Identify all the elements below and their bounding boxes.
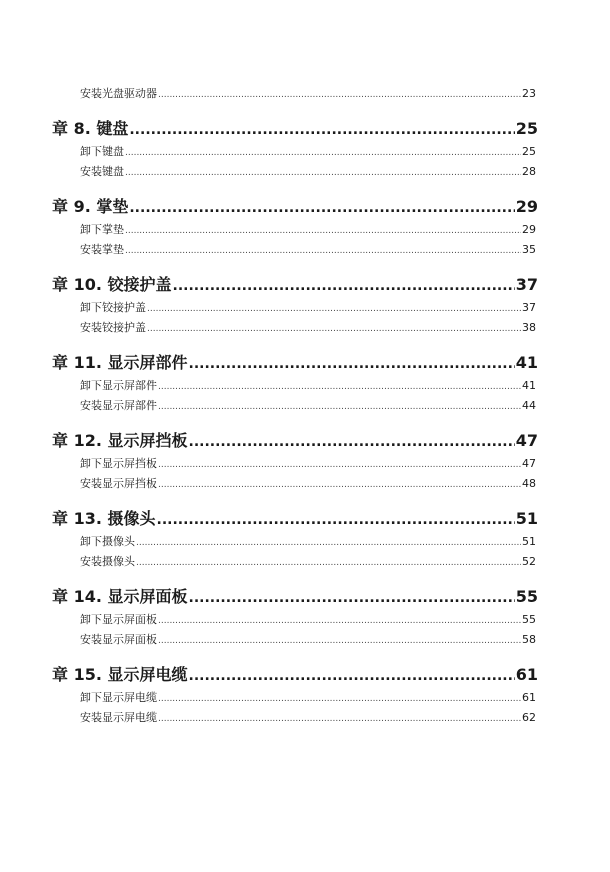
chapter-title: 章 14. 显示屏面板 — [52, 587, 188, 606]
dot-leader — [125, 166, 521, 180]
toc-chapter-heading[interactable] — [52, 275, 538, 296]
page-number: 28 — [522, 165, 536, 178]
entry-title: 卸下键盘 — [80, 145, 124, 158]
entry-title: 卸下显示屏挡板 — [80, 457, 157, 470]
page-number: 62 — [522, 711, 536, 724]
entry-title: 卸下显示屏部件 — [80, 379, 157, 392]
dot-leader — [158, 692, 521, 706]
entry-title: 卸下显示屏面板 — [80, 613, 157, 626]
toc-entry[interactable] — [80, 379, 536, 394]
page-number: 58 — [522, 633, 536, 646]
page-number: 37 — [522, 301, 536, 314]
dot-leader — [158, 634, 521, 648]
dot-leader — [158, 380, 521, 394]
chapter-title: 章 12. 显示屏挡板 — [52, 431, 188, 450]
page-number: 61 — [515, 665, 538, 684]
toc-entry[interactable] — [80, 535, 536, 550]
dot-leader — [158, 712, 521, 726]
chapter-title: 章 8. 键盘 — [52, 119, 129, 138]
toc-entry[interactable] — [80, 145, 536, 160]
toc-entry[interactable] — [80, 243, 536, 258]
entry-title: 安装摄像头 — [80, 555, 135, 568]
entry-title: 卸下摄像头 — [80, 535, 135, 548]
toc-entry[interactable] — [80, 691, 536, 706]
page-number: 25 — [515, 119, 538, 138]
entry-title: 安装键盘 — [80, 165, 124, 178]
toc-entry[interactable] — [80, 321, 536, 336]
page-number: 52 — [522, 555, 536, 568]
dot-leader — [157, 510, 515, 530]
chapter-title: 章 9. 掌垫 — [52, 197, 129, 216]
page-number: 35 — [522, 243, 536, 256]
toc-chapter-heading[interactable] — [52, 119, 538, 140]
entry-title: 安装显示屏电缆 — [80, 711, 157, 724]
entry-title: 安装显示屏挡板 — [80, 477, 157, 490]
entry-title: 安装掌垫 — [80, 243, 124, 256]
page-number: 29 — [515, 197, 538, 216]
dot-leader — [189, 588, 515, 608]
page-number: 41 — [522, 379, 536, 392]
page-number: 23 — [522, 87, 536, 100]
page-number: 55 — [522, 613, 536, 626]
page-number: 41 — [515, 353, 538, 372]
dot-leader — [189, 354, 515, 374]
dot-leader — [158, 400, 521, 414]
dot-leader — [173, 276, 515, 296]
toc-entry[interactable] — [80, 165, 536, 180]
toc-chapter-heading[interactable] — [52, 353, 538, 374]
toc-chapter-heading[interactable] — [52, 509, 538, 530]
dot-leader — [129, 198, 514, 218]
page-number: 51 — [515, 509, 538, 528]
page-number: 55 — [515, 587, 538, 606]
entry-title: 安装铰接护盖 — [80, 321, 146, 334]
page-number: 44 — [522, 399, 536, 412]
entry-title: 卸下铰接护盖 — [80, 301, 146, 314]
dot-leader — [189, 666, 515, 686]
toc-entry[interactable] — [80, 711, 536, 726]
dot-leader — [158, 478, 521, 492]
toc-entry[interactable] — [80, 613, 536, 628]
dot-leader — [147, 302, 521, 316]
dot-leader — [158, 614, 521, 628]
page-number: 51 — [522, 535, 536, 548]
toc-chapter-heading[interactable] — [52, 587, 538, 608]
dot-leader — [158, 458, 521, 472]
chapter-title: 章 13. 摄像头 — [52, 509, 156, 528]
entry-title: 安装光盘驱动器 — [80, 87, 157, 100]
toc-chapter-heading[interactable] — [52, 197, 538, 218]
page-number: 61 — [522, 691, 536, 704]
toc-entry[interactable] — [80, 555, 536, 570]
chapter-title: 章 15. 显示屏电缆 — [52, 665, 188, 684]
toc-chapter-heading[interactable] — [52, 431, 538, 452]
dot-leader — [125, 224, 521, 238]
dot-leader — [129, 120, 514, 140]
page-number: 48 — [522, 477, 536, 490]
chapter-title: 章 10. 铰接护盖 — [52, 275, 172, 294]
entry-title: 卸下掌垫 — [80, 223, 124, 236]
toc-entry[interactable] — [80, 301, 536, 316]
page-number: 37 — [515, 275, 538, 294]
dot-leader — [136, 556, 521, 570]
entry-title: 卸下显示屏电缆 — [80, 691, 157, 704]
chapter-title: 章 11. 显示屏部件 — [52, 353, 188, 372]
page-number: 38 — [522, 321, 536, 334]
toc-entry[interactable] — [80, 477, 536, 492]
dot-leader — [125, 244, 521, 258]
entry-title: 安装显示屏面板 — [80, 633, 157, 646]
toc-entry[interactable] — [80, 87, 536, 102]
toc-entry[interactable] — [80, 633, 536, 648]
toc-entry[interactable] — [80, 399, 536, 414]
page-number: 47 — [515, 431, 538, 450]
dot-leader — [125, 146, 521, 160]
entry-title: 安装显示屏部件 — [80, 399, 157, 412]
dot-leader — [158, 88, 521, 102]
dot-leader — [189, 432, 515, 452]
toc-chapter-heading[interactable] — [52, 665, 538, 686]
page-number: 25 — [522, 145, 536, 158]
page-number: 29 — [522, 223, 536, 236]
dot-leader — [147, 322, 521, 336]
page-number: 47 — [522, 457, 536, 470]
toc-entry[interactable] — [80, 223, 536, 238]
dot-leader — [136, 536, 521, 550]
toc-entry[interactable] — [80, 457, 536, 472]
